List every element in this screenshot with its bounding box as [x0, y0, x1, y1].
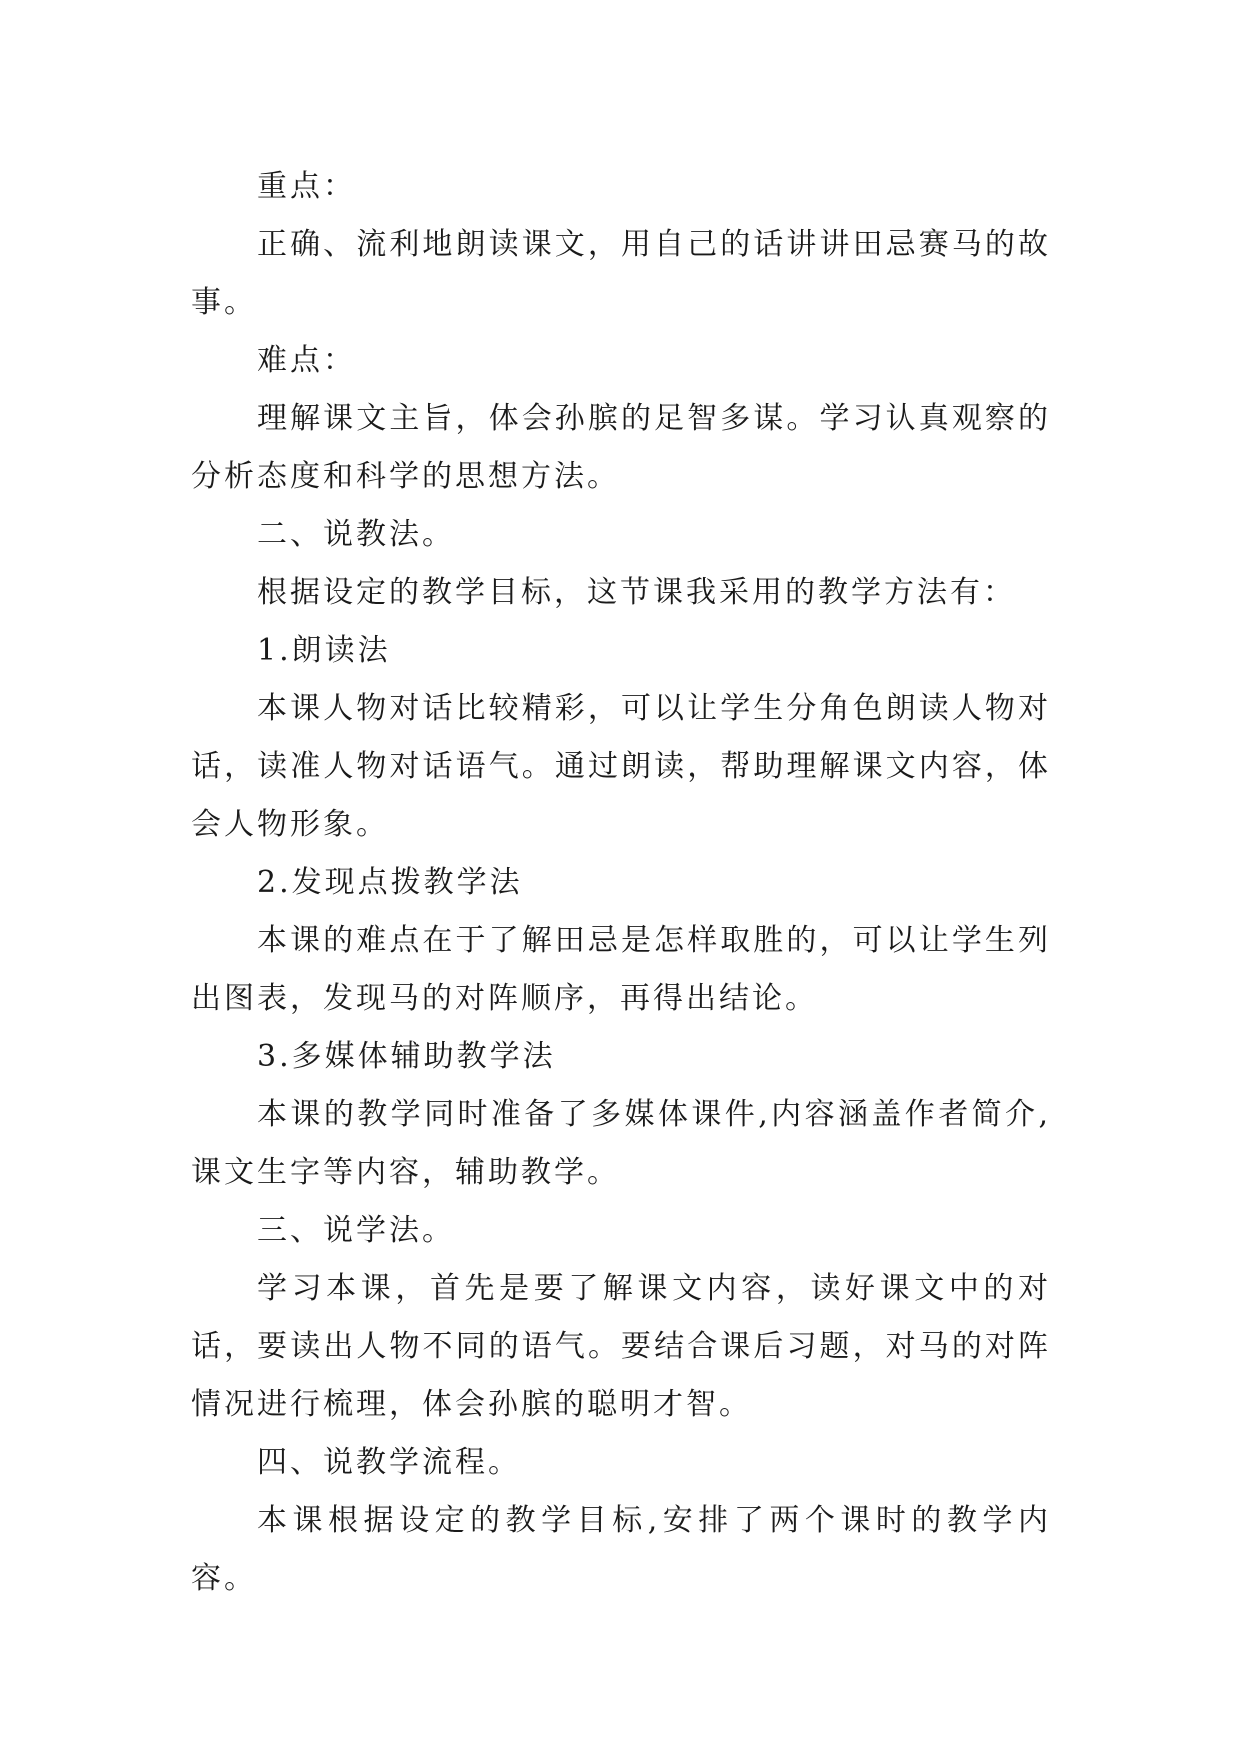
paragraph-multimedia-method: 本课的教学同时准备了多媒体课件,内容涵盖作者简介,课文生字等内容，辅助教学。 — [191, 1097, 1051, 1190]
paragraph-reading-method: 本课人物对话比较精彩，可以让学生分角色朗读人物对话，读准人物对话语气。通过朗读，帮助理解课文内容，体会人物形象。 — [191, 691, 1051, 842]
section-heading-learning-methods: 三、说学法。 — [257, 1213, 455, 1248]
section-heading-teaching-methods: 二、说教法。 — [257, 517, 455, 552]
paragraph-methods-intro: 根据设定的教学目标，这节课我采用的教学方法有： — [257, 575, 1016, 610]
paragraph-learning-methods: 学习本课，首先是要了解课文内容，读好课文中的对话，要读出人物不同的语气。要结合课后习题，对马的对阵情况进行梳理，体会孙膑的聪明才智。 — [191, 1271, 1051, 1422]
method-heading-multimedia: 3.多媒体辅助教学法 — [257, 1039, 556, 1074]
paragraph-key-points: 正确、流利地朗读课文，用自己的话讲讲田忌赛马的故事。 — [191, 227, 1051, 320]
method-heading-reading: 1.朗读法 — [257, 633, 391, 668]
heading-difficulties: 难点： — [257, 343, 356, 378]
paragraph-teaching-process: 本课根据设定的教学目标,安排了两个课时的教学内容。 — [191, 1503, 1051, 1596]
section-heading-teaching-process: 四、说教学流程。 — [257, 1445, 521, 1480]
method-heading-discovery: 2.发现点拨教学法 — [257, 865, 523, 900]
paragraph-discovery-method: 本课的难点在于了解田忌是怎样取胜的，可以让学生列出图表，发现马的对阵顺序，再得出结论。 — [191, 923, 1051, 1016]
document-body — [191, 158, 1051, 1608]
paragraph-difficulties: 理解课文主旨，体会孙膑的足智多谋。学习认真观察的分析态度和科学的思想方法。 — [191, 401, 1051, 494]
heading-key-points: 重点： — [257, 169, 356, 204]
